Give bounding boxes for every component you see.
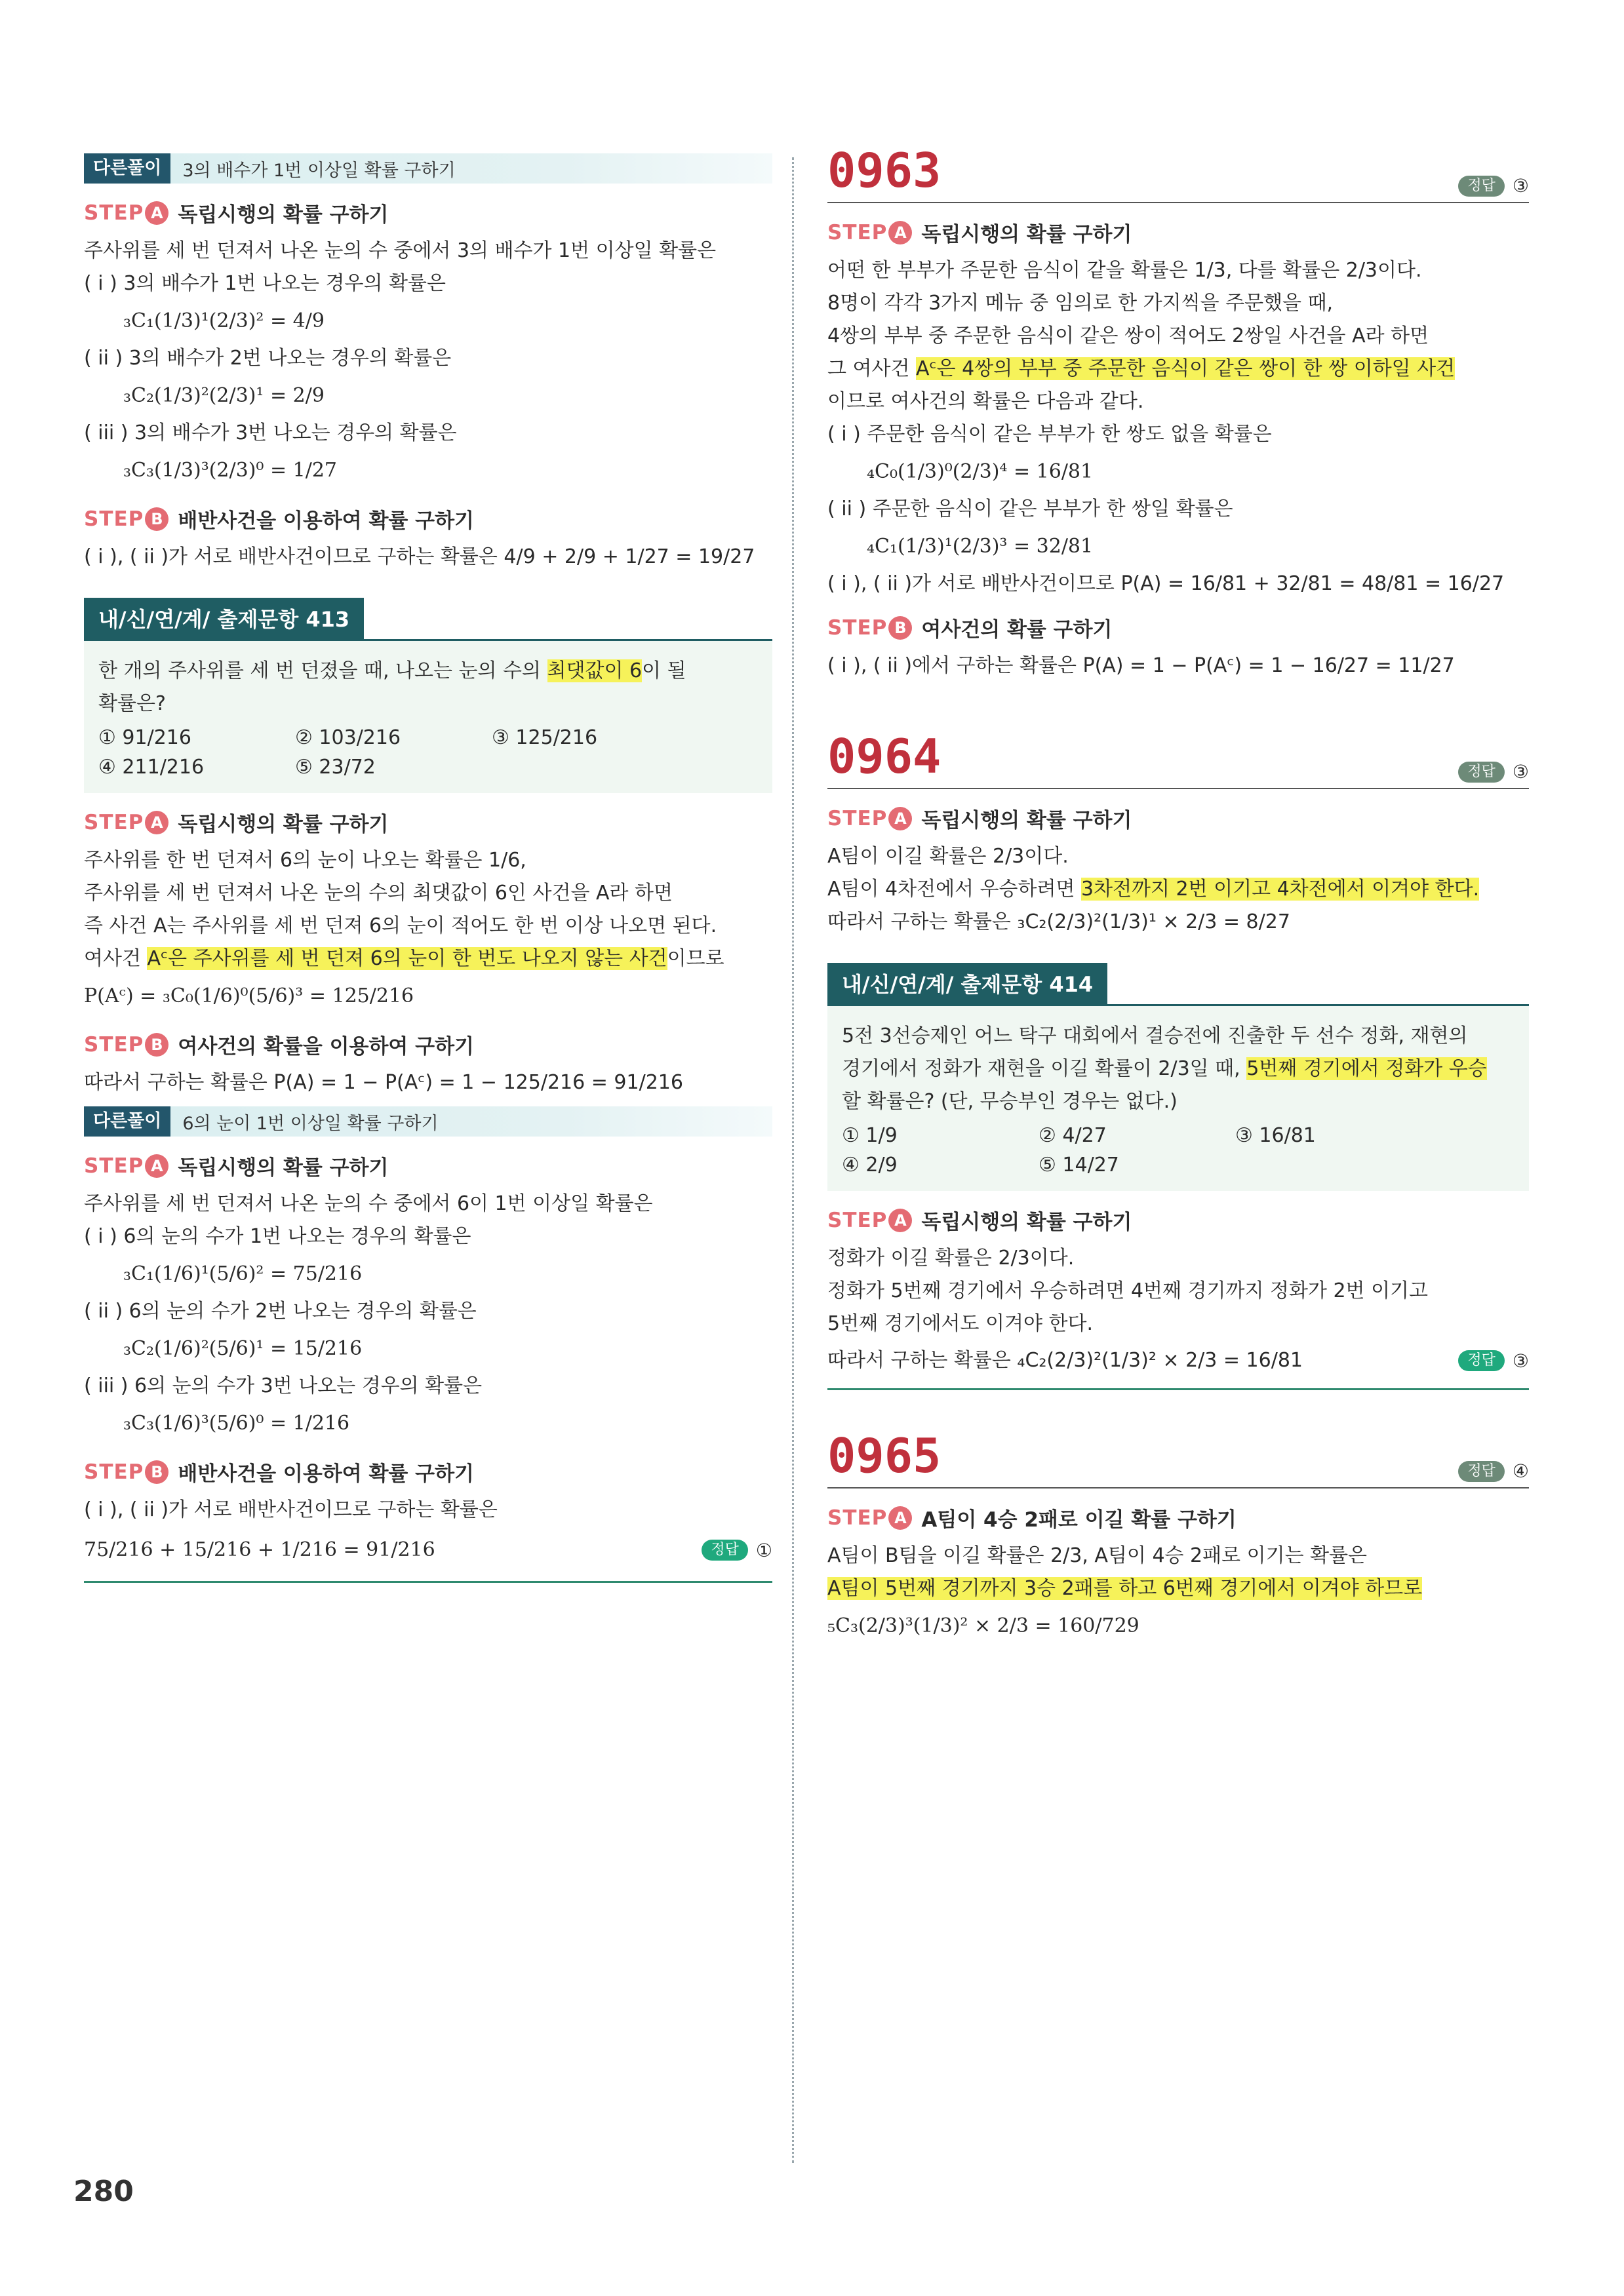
answer-pill: 정답 <box>1458 176 1505 197</box>
text-line: 주사위를 한 번 던져서 6의 눈이 나오는 확률은 1/6, <box>84 849 526 872</box>
step-a-badge: A <box>145 201 168 225</box>
text-line: ( ii ) 6의 눈의 수가 2번 나오는 경우의 확률은 <box>84 1300 477 1323</box>
step-label: STEP <box>84 810 144 834</box>
header-rule <box>1107 1004 1529 1006</box>
alt-solution-title: 6의 눈이 1번 이상일 확률 구하기 <box>182 1113 439 1134</box>
text: 그 여사건 <box>827 357 916 380</box>
question-line <box>842 1055 1515 1083</box>
header-rule <box>364 639 772 641</box>
right-column <box>827 144 1529 1648</box>
step-title: 배반사건을 이용하여 확률 구하기 <box>178 1462 474 1486</box>
step-title: 여사건의 확률 구하기 <box>921 618 1113 642</box>
choice-2[interactable]: ② 103/216 <box>295 726 401 749</box>
step-label: STEP <box>84 1154 144 1178</box>
text-line: 4쌍의 부부 중 주문한 음식이 같은 쌍이 적어도 2쌍일 사건을 A라 하면 <box>827 324 1429 347</box>
answer-mark <box>1458 1350 1529 1372</box>
step-a-badge: A <box>145 811 168 834</box>
section-rule <box>84 1581 772 1583</box>
text-line <box>827 355 1529 383</box>
answer-pill: 정답 <box>1458 762 1505 783</box>
step-title: 배반사건을 이용하여 확률 구하기 <box>178 509 474 533</box>
answer-pill: 정답 <box>702 1540 748 1561</box>
alt-solution-header <box>84 1106 772 1137</box>
step-b-heading <box>827 613 1529 642</box>
question-line: 확률은? <box>98 692 166 715</box>
step-b-badge: B <box>145 1033 168 1057</box>
alt-solution-title: 3의 배수가 1번 이상일 확률 구하기 <box>182 160 456 181</box>
choice-4[interactable]: ④ 2/9 <box>842 1154 898 1177</box>
step-a-badge: A <box>888 1506 912 1530</box>
choice-1[interactable]: ① 1/9 <box>842 1124 898 1147</box>
step-label: STEP <box>827 1506 888 1530</box>
related-problem-414 <box>827 963 1529 1191</box>
highlight: 5번째 경기에서 정화가 우승 <box>1246 1057 1487 1080</box>
answer-mark <box>702 1540 772 1561</box>
text-line: ( ii ) 3의 배수가 2번 나오는 경우의 확률은 <box>84 347 452 370</box>
text-line: ( i ) 6의 눈의 수가 1번 나오는 경우의 확률은 <box>84 1225 471 1248</box>
text-line: 주사위를 세 번 던져서 나온 눈의 수 중에서 3의 배수가 1번 이상일 확률은 <box>84 239 717 262</box>
highlight: A팀이 5번째 경기까지 3승 2패를 하고 6번째 경기에서 이겨야 하므로 <box>827 1577 1423 1600</box>
step-a-badge: A <box>888 807 912 830</box>
step-label: STEP <box>84 1032 144 1057</box>
alt-solution-header <box>84 153 772 184</box>
step-label: STEP <box>827 1208 888 1232</box>
related-problem-header <box>84 598 772 641</box>
step-label: STEP <box>827 220 888 244</box>
answer-value: ③ <box>1512 175 1529 197</box>
answer-choices <box>842 1124 1515 1177</box>
text: A팀이 4차전에서 우승하려면 <box>827 878 1081 901</box>
step-a-heading <box>84 198 772 227</box>
related-problem-body <box>827 1006 1529 1191</box>
step-a-heading <box>827 804 1529 833</box>
final-line <box>84 1528 772 1572</box>
choice-3[interactable]: ③ 16/81 <box>1235 1124 1316 1147</box>
text: 이므로 <box>667 947 724 970</box>
highlight: 최댓값이 6 <box>547 659 643 682</box>
choice-4[interactable]: ④ 211/216 <box>98 756 205 779</box>
column-divider <box>792 157 794 2163</box>
step-label: STEP <box>84 507 144 531</box>
question-line: 5전 3선승제인 어느 탁구 대회에서 결승전에 진출한 두 선수 정화, 재현의 <box>842 1024 1468 1047</box>
answer-pill: 정답 <box>1458 1461 1505 1482</box>
text-line: 8명이 각각 3가지 메뉴 중 임의로 한 가지씩을 주문했을 때, <box>827 292 1334 315</box>
problem-number: 0965 <box>827 1428 941 1483</box>
text-line: ( iii ) 3의 배수가 3번 나오는 경우의 확률은 <box>84 421 457 444</box>
highlight: Aᶜ은 주사위를 세 번 던져 6의 눈이 한 번도 나오지 않는 사건 <box>147 947 667 970</box>
step-title: 독립시행의 확률 구하기 <box>921 223 1132 246</box>
step-title: A팀이 4승 2패로 이길 확률 구하기 <box>921 1508 1237 1532</box>
highlight: Aᶜ은 4쌍의 부부 중 주문한 음식이 같은 쌍이 한 쌍 이하일 사건 <box>916 357 1456 380</box>
step-a-heading <box>827 1503 1529 1532</box>
text-line <box>827 875 1529 904</box>
answer-pill: 정답 <box>1458 1350 1505 1371</box>
text-line: A팀이 이길 확률은 2/3이다. <box>827 845 1069 868</box>
formula: ₃C₂(1/6)²(5/6)¹ = 15/216 <box>123 1337 363 1360</box>
formula: ₃C₃(1/3)³(2/3)⁰ = 1/27 <box>123 459 338 482</box>
step-b-badge: B <box>145 1460 168 1484</box>
choice-2[interactable]: ② 4/27 <box>1039 1124 1107 1147</box>
step-label: STEP <box>84 1460 144 1484</box>
text-line: ( ii ) 주문한 음식이 같은 부부가 한 쌍일 확률은 <box>827 497 1233 520</box>
text-line: 즉 사건 A는 주사위를 세 번 던져 6의 눈이 적어도 한 번 이상 나오면 된다. <box>84 914 717 937</box>
related-problem-body <box>84 641 772 793</box>
step-b-badge: B <box>888 616 912 640</box>
problem-number: 0963 <box>827 143 941 198</box>
alt-solution-tag: 다른풀이 <box>84 153 170 184</box>
formula: ₄C₀(1/3)⁰(2/3)⁴ = 16/81 <box>867 460 1094 483</box>
text-line: ( i ), ( ii )에서 구하는 확률은 P(A) = 1 − P(Aᶜ) = 1 − 16/27 = 11/27 <box>827 654 1455 677</box>
step-title: 독립시행의 확률 구하기 <box>178 1156 389 1180</box>
choice-3[interactable]: ③ 125/216 <box>492 726 598 749</box>
answer-choices <box>98 726 758 779</box>
answer-value: ① <box>755 1539 772 1561</box>
alt-solution-tag: 다른풀이 <box>84 1106 170 1137</box>
formula: P(Aᶜ) = ₃C₀(1/6)⁰(5/6)³ = 125/216 <box>84 984 414 1007</box>
page-number: 280 <box>73 2175 134 2208</box>
answer-value: ④ <box>1512 1460 1529 1482</box>
text-line: 따라서 구하는 확률은 ₄C₂(2/3)²(1/3)² × 2/3 = 16/81 <box>827 1349 1303 1372</box>
text-line: ( i ) 주문한 음식이 같은 부부가 한 쌍도 없을 확률은 <box>827 423 1272 446</box>
text-line: ( i ), ( ii )가 서로 배반사건이므로 구하는 확률은 <box>84 1498 498 1521</box>
related-problem-header <box>827 963 1529 1006</box>
step-label: STEP <box>827 806 888 830</box>
problem-header-0964 <box>827 730 1529 789</box>
step-a-badge: A <box>888 221 912 244</box>
choice-5[interactable]: ⑤ 14/27 <box>1039 1154 1119 1177</box>
formula: ₃C₃(1/6)³(5/6)⁰ = 1/216 <box>123 1412 350 1435</box>
text-line: ( iii ) 6의 눈의 수가 3번 나오는 경우의 확률은 <box>84 1374 483 1397</box>
text-line: 주사위를 세 번 던져서 나온 눈의 수 중에서 6이 1번 이상일 확률은 <box>84 1192 653 1215</box>
choice-5[interactable]: ⑤ 23/72 <box>295 756 376 779</box>
highlight: 3차전까지 2번 이기고 4차전에서 이겨야 한다. <box>1081 878 1480 901</box>
answer-mark <box>1458 761 1529 783</box>
formula: ₃C₁(1/6)¹(5/6)² = 75/216 <box>123 1262 363 1285</box>
formula: ₃C₁(1/3)¹(2/3)² = 4/9 <box>123 309 325 332</box>
text-line: 정화가 이길 확률은 2/3이다. <box>827 1247 1075 1270</box>
step-a-badge: A <box>145 1154 168 1178</box>
text-line: 5번째 경기에서도 이겨야 한다. <box>827 1312 1093 1335</box>
question-line <box>98 657 758 686</box>
text-line: 따라서 구하는 확률은 P(A) = 1 − P(Aᶜ) = 1 − 125/216 = 91/216 <box>84 1071 683 1094</box>
step-title: 독립시행의 확률 구하기 <box>921 1211 1132 1234</box>
left-column <box>84 144 772 1583</box>
question-text: 경기에서 정화가 재현을 이길 확률이 2/3일 때, <box>842 1057 1247 1080</box>
question-text: 이 될 <box>642 659 686 682</box>
text-line: ( i ), ( ii )가 서로 배반사건이므로 구하는 확률은 4/9 + 2/9 + 1/27 = 19/27 <box>84 545 755 568</box>
step-b-heading <box>84 1030 772 1059</box>
step-label: STEP <box>84 201 144 225</box>
step-b-heading <box>84 504 772 534</box>
step-a-heading <box>84 1151 772 1180</box>
related-problem-413 <box>84 598 772 793</box>
step-a-heading <box>827 1205 1529 1235</box>
text-line: 어떤 한 부부가 주문한 음식이 같을 확률은 1/3, 다를 확률은 2/3이다. <box>827 259 1422 282</box>
text-line <box>84 944 772 973</box>
answer-mark <box>1458 1460 1529 1482</box>
related-problem-label: 내/신/연/계/ 출제문항 413 <box>84 598 364 641</box>
spacer <box>827 1390 1529 1430</box>
final-line <box>827 1342 1529 1379</box>
text-line: ( i ), ( ii )가 서로 배반사건이므로 P(A) = 16/81 + 32/81 = 48/81 = 16/27 <box>827 572 1505 595</box>
step-a-heading <box>84 807 772 837</box>
step-a-heading <box>827 218 1529 247</box>
spacer <box>827 684 1529 730</box>
question-text: 한 개의 주사위를 세 번 던졌을 때, 나오는 눈의 수의 <box>98 659 547 682</box>
formula: ₄C₁(1/3)¹(2/3)³ = 32/81 <box>867 535 1094 558</box>
step-label: STEP <box>827 615 888 640</box>
choice-1[interactable]: ① 91/216 <box>98 726 191 749</box>
formula: 75/216 + 15/216 + 1/216 = 91/216 <box>84 1538 435 1561</box>
step-a-badge: A <box>888 1209 912 1232</box>
answer-value: ③ <box>1512 761 1529 783</box>
step-b-badge: B <box>145 507 168 531</box>
formula: ₅C₃(2/3)³(1/3)² × 2/3 = 160/729 <box>827 1614 1139 1637</box>
problem-number: 0964 <box>827 729 941 784</box>
problem-header-0963 <box>827 144 1529 203</box>
answer-value: ③ <box>1512 1350 1529 1372</box>
question-line: 할 확률은? (단, 무승부인 경우는 없다.) <box>842 1090 1178 1113</box>
related-problem-label: 내/신/연/계/ 출제문항 414 <box>827 963 1107 1006</box>
step-b-heading <box>84 1457 772 1487</box>
text-line: 정화가 5번째 경기에서 우승하려면 4번째 경기까지 정화가 2번 이기고 <box>827 1279 1429 1302</box>
text-line: 이므로 여사건의 확률은 다음과 같다. <box>827 390 1144 413</box>
step-title: 여사건의 확률을 이용하여 구하기 <box>178 1035 474 1059</box>
step-title: 독립시행의 확률 구하기 <box>178 203 389 227</box>
problem-header-0965 <box>827 1430 1529 1489</box>
text: 여사건 <box>84 947 148 970</box>
step-title: 독립시행의 확률 구하기 <box>178 813 389 836</box>
formula: ₃C₂(1/3)²(2/3)¹ = 2/9 <box>123 384 325 407</box>
step-title: 독립시행의 확률 구하기 <box>921 809 1132 832</box>
answer-mark <box>1458 175 1529 197</box>
text-line: 주사위를 세 번 던져서 나온 눈의 수의 최댓값이 6인 사건을 A라 하면 <box>84 882 673 905</box>
text-line <box>827 1574 1529 1603</box>
text-line: 따라서 구하는 확률은 ₃C₂(2/3)²(1/3)¹ × 2/3 = 8/27 <box>827 910 1290 933</box>
text-line: ( i ) 3의 배수가 1번 나오는 경우의 확률은 <box>84 272 446 295</box>
text-line: A팀이 B팀을 이길 확률은 2/3, A팀이 4승 2패로 이기는 확률은 <box>827 1544 1368 1567</box>
